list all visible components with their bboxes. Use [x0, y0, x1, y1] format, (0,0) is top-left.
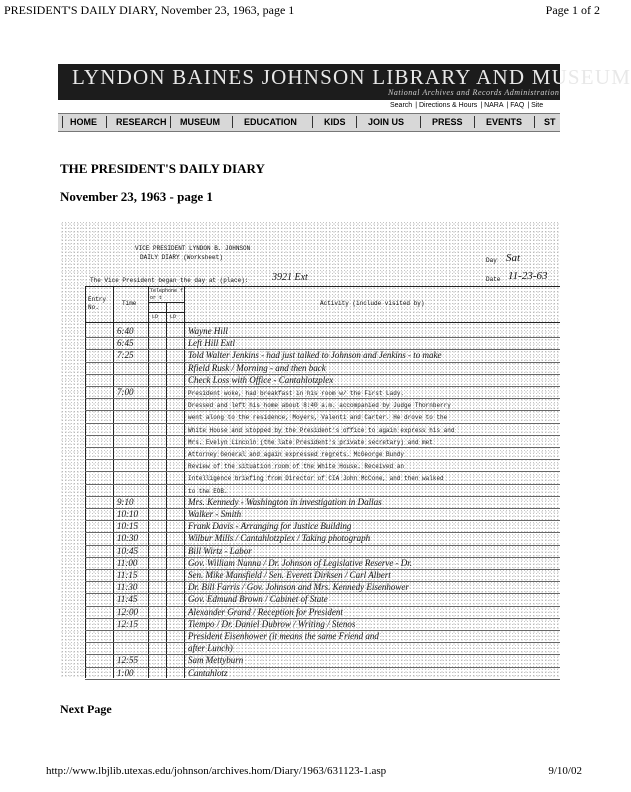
nav-events[interactable]: EVENTS [486, 117, 523, 127]
top-link-nara[interactable]: NARA [484, 102, 504, 109]
col-activity-header: Activity (include visited by) [320, 300, 425, 307]
diary-row-rule [85, 545, 560, 546]
print-header-page: Page 1 of 2 [545, 3, 600, 17]
top-links: Search | Directions & Hours | NARA | FAQ | Site [390, 102, 544, 109]
nav-separator [232, 116, 233, 128]
day-value: Sat [506, 252, 521, 264]
site-banner [58, 64, 631, 100]
diary-entry-activity: White House and stopped by the President's office to again express his and [188, 426, 455, 434]
diary-entry-time: 10:30 [117, 533, 138, 544]
diary-entry-activity: Mrs. Evelyn Lincoln (the late President's private secretary) and met [188, 438, 433, 446]
diary-entry-activity: Wayne Hill [188, 326, 228, 336]
diary-entry-activity: Attorney General and again expressed regrets. McGeorge Bundy [188, 451, 405, 458]
diary-row-rule [85, 447, 560, 448]
table-top-rule [85, 286, 560, 287]
telephone-subheader-rule-2 [148, 312, 184, 313]
nav-separator [534, 116, 535, 128]
nav-store[interactable]: ST [544, 117, 556, 127]
entry-col-rule [113, 286, 114, 678]
activity-col-rule [184, 286, 185, 678]
col-entry-header: Entry No. [88, 296, 107, 311]
next-page-link[interactable]: Next Page [60, 702, 112, 716]
nav-separator [356, 116, 357, 128]
diary-entry-activity: went along to the residence, Moyers, Valenti and Carter. He drove to the [188, 414, 448, 422]
table-left-rule [85, 286, 86, 678]
diary-entry-time: 12:00 [117, 606, 138, 617]
nav-museum[interactable]: MUSEUM [180, 117, 220, 127]
diary-row-rule [85, 471, 560, 472]
diary-entry-activity: Wilbur Mills / Cantahlotzplex / Taking photograph [188, 533, 371, 544]
diary-entry-activity: Alexander Grand / Reception for President [188, 606, 343, 617]
nav-separator [62, 116, 63, 128]
diary-entry-activity: Sam Mettyburn [188, 655, 244, 666]
diary-entry-time: 1:00 [117, 667, 134, 678]
diary-entry-time: 10:45 [117, 545, 138, 556]
diary-entry-activity: Mrs. Kennedy - Washington in investigation in Dallas [188, 496, 382, 507]
diary-row-rule [85, 423, 560, 424]
diary-entry-time: 10:10 [117, 509, 138, 519]
top-link-site[interactable]: Site [531, 102, 544, 109]
diary-entry-activity: President Eisenhower (it means the same Friend and [188, 631, 379, 641]
nav-research[interactable]: RESEARCH [116, 117, 167, 127]
form-title-1: VICE PRESIDENT LYNDON B. JOHNSON [135, 245, 251, 252]
diary-entry-activity: Bill Wirtz - Labor [188, 545, 252, 556]
diary-entry-activity: Dr. Bill Farris / Gov. Johnson and Mrs. Kennedy Eisenhower [188, 582, 409, 593]
diary-entry-time: 6:45 [117, 338, 134, 349]
top-link-faq[interactable]: FAQ [510, 102, 525, 109]
diary-entry-activity: Gov. William Nunna / Dr. Johnson of Legislative Reserve - Dr. [188, 557, 413, 568]
col-to-header: LD [170, 314, 177, 320]
began-day-label: The Vice President began the day at (place): [90, 277, 249, 284]
diary-row-rule [85, 484, 560, 485]
date-value: 11-23-63 [508, 270, 548, 282]
diary-entry-time: 11:15 [117, 570, 138, 580]
diary-entry-time: 11:45 [117, 594, 138, 605]
diary-entry-activity: Intelligence briefing from Director of CIA John McCone, and then walked [188, 475, 444, 483]
diary-row-rule [85, 398, 560, 399]
diary-row-rule [85, 679, 560, 680]
table-header-rule [85, 322, 560, 323]
date-heading: November 23, 1963 - page 1 [60, 189, 213, 204]
diary-entry-activity: after Lunch) [188, 643, 233, 654]
diary-entry-time: 12:55 [117, 655, 138, 666]
diary-entry-activity: Review of the situation room of the White House. Received an [188, 463, 405, 471]
diary-entry-activity: to the EOB. [188, 487, 228, 495]
day-label: Day [486, 257, 497, 264]
diary-row-rule [85, 667, 560, 668]
diary-entry-activity: Gov. Edmund Brown / Cabinet of State [188, 594, 328, 605]
diary-entry-activity: Rfield Rusk / Morning - and then back [188, 362, 326, 373]
diary-entry-time: 10:15 [117, 521, 138, 532]
diary-entry-time: 6:40 [117, 326, 134, 336]
began-day-value: 3921 Ext [272, 272, 308, 283]
col-lo-header: LD [152, 314, 159, 320]
nav-separator [106, 116, 107, 128]
nav-separator [474, 116, 475, 128]
diary-entry-activity: Dressed and left his home about 8:40 a.m. accompanied by Judge Thornberry [188, 402, 451, 410]
diary-entry-time: 11:00 [117, 557, 138, 568]
col-time-header: Time [122, 300, 137, 307]
top-link-directions[interactable]: Directions & Hours [418, 102, 478, 109]
diary-entry-activity: Sen. Mike Mansfield / Sen. Everett Dirksen / Carl Albert [188, 570, 391, 580]
diary-entry-time: 7:25 [117, 350, 134, 361]
nav-home[interactable]: HOME [70, 117, 97, 127]
diary-entry-time: 9:10 [117, 496, 134, 507]
nav-separator [170, 116, 171, 128]
diary-entry-activity: Told Walter Jenkins - had just talked to Johnson and Jenkins - to make [188, 350, 442, 361]
diary-entry-activity: Cantahlotz [188, 667, 228, 678]
nav-separator [312, 116, 313, 128]
diary-entry-activity: President woke, had breakfast in his room w/ the First Lady. [188, 390, 405, 397]
banner-title: LYNDON BAINES JOHNSON LIBRARY AND MUSEUM [72, 65, 631, 89]
telephone-subheader-rule [148, 302, 184, 303]
print-header-title: PRESIDENT'S DAILY DIARY, November 23, 1963, page 1 [4, 3, 295, 17]
diary-entry-activity: Frank Davis - Arranging for Justice Building [188, 521, 352, 532]
diary-entry-time: 12:15 [117, 618, 138, 629]
diary-entry-activity: Tiempo / Dr. Daniel Dubrow / Writing / Stenos [188, 618, 356, 629]
diary-row-rule [85, 508, 560, 509]
col-telephone-header: Telephone f or t [150, 288, 184, 301]
diary-row-rule [85, 337, 560, 338]
diary-entry-activity: Check Loss with Office - Cantahlotzplex [188, 374, 334, 385]
nav-kids[interactable]: KIDS [324, 117, 346, 127]
nav-press[interactable]: PRESS [432, 117, 463, 127]
diary-row-rule [85, 435, 560, 436]
diary-row-rule [85, 410, 560, 411]
nav-bar [58, 113, 560, 132]
diary-row-rule [85, 654, 560, 655]
form-title-2: DAILY DIARY (Worksheet) [140, 254, 223, 261]
lo-col-rule [166, 302, 167, 678]
top-link-search[interactable]: Search [390, 102, 413, 109]
nav-join-us[interactable]: JOIN US [368, 117, 405, 127]
diary-entry-activity: Walker - Smith [188, 509, 242, 519]
diary-entry-time: 11:30 [117, 582, 138, 593]
diary-row-rule [85, 459, 560, 460]
diary-entry-activity: Left Hill Extl [188, 338, 235, 349]
footer-url: http://www.lbjlib.utexas.edu/johnson/archives.hom/Diary/1963/631123-1.asp [46, 765, 387, 777]
diary-row-rule [85, 642, 560, 643]
page-title: THE PRESIDENT'S DAILY DIARY [60, 161, 265, 176]
diary-scan-image [60, 222, 560, 678]
banner-subtitle: National Archives and Records Administration [388, 88, 560, 97]
nav-education[interactable]: EDUCATION [244, 117, 297, 127]
nav-separator [420, 116, 421, 128]
diary-entry-time: 7:00 [117, 387, 134, 397]
time-col-rule [148, 286, 149, 678]
date-label: Date [486, 276, 501, 283]
diary-row-rule [85, 386, 560, 387]
footer-date: 9/10/02 [548, 765, 582, 777]
